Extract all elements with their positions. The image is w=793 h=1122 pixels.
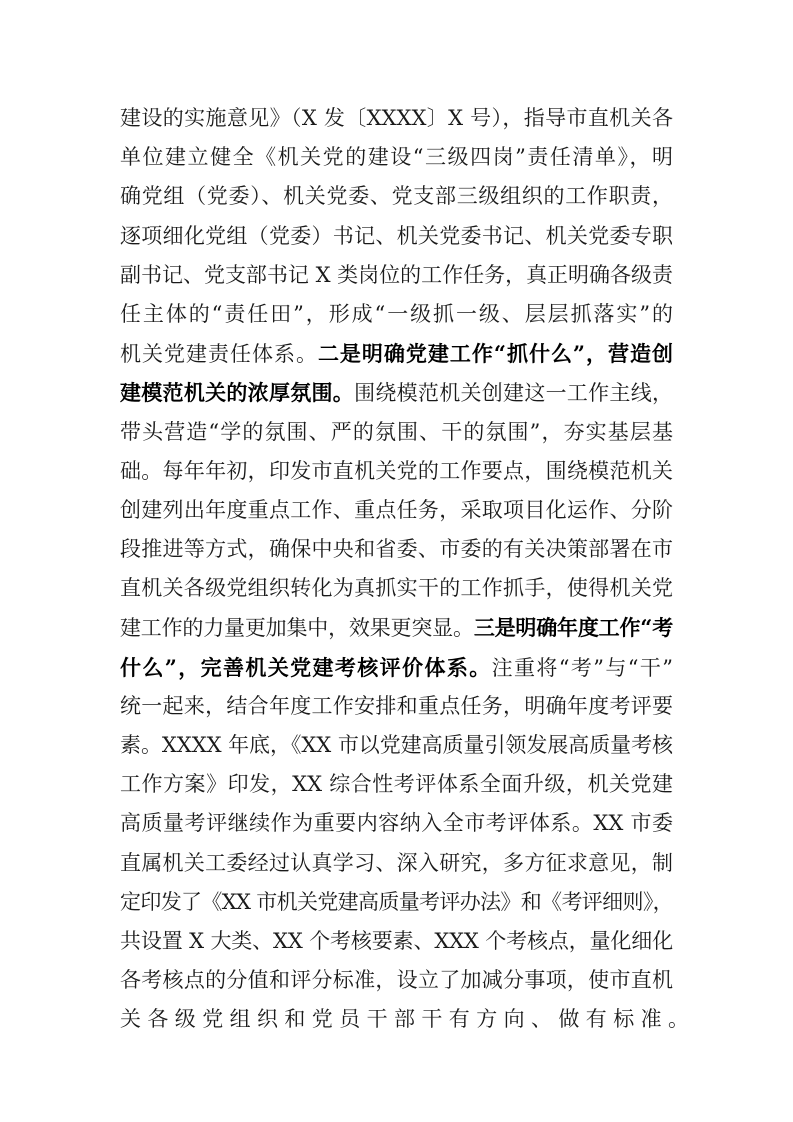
text-line [120, 99, 673, 138]
body-text-segment: 共设置 X 大类、XX 个考核要素、XXX 个考核点，量化细化 [120, 928, 673, 953]
bold-heading-text: 三是明确年度工作“考 [473, 615, 674, 641]
body-text-segment: 段推进等方式，确保中央和省委、市委的有关决策部署在市 [120, 537, 673, 562]
text-line [120, 961, 673, 1000]
text-line [120, 569, 673, 608]
body-text-segment: 础。每年年初，印发市直机关党的工作要点，围绕模范机关 [120, 458, 673, 483]
body-text-segment: 各考核点的分值和评分标准，设立了加减分事项，使市直机 [120, 968, 673, 993]
body-text-segment: 逐项细化党组（党委）书记、机关党委书记、机关党委专职 [120, 223, 673, 248]
body-text-segment: 单位建立健全《机关党的建设“三级四岗”责任清单》，明 [120, 145, 673, 170]
text-line [120, 334, 673, 373]
text-line [120, 883, 673, 922]
text-line [120, 922, 673, 961]
body-text-segment: 工作方案》印发，XX 综合性考评体系全面升级，机关党建 [120, 772, 673, 797]
text-line [120, 608, 673, 647]
body-text-segment: 任主体的“责任田”，形成“一级抓一级、层层抓落实”的 [120, 301, 673, 326]
body-text-segment: 直机关各级党组织转化为真抓实干的工作抓手，使得机关党 [120, 576, 673, 601]
text-line [120, 491, 673, 530]
text-line [120, 217, 673, 256]
text-line [120, 452, 673, 491]
text-line [120, 256, 673, 295]
text-line [120, 177, 673, 216]
body-text-segment: 建工作的力量更加集中，效果更突显。 [120, 616, 474, 641]
body-text-segment: 素。XXXX 年底，《XX 市以党建高质量引领发展高质量考核 [120, 733, 673, 757]
body-text-segment: 创建列出年度重点工作、重点任务，采取项目化运作、分阶 [120, 497, 673, 522]
body-paragraph [120, 99, 696, 1040]
text-line [120, 765, 673, 804]
text-line [120, 804, 673, 843]
body-text-segment: 机关党建责任体系。 [120, 342, 318, 367]
bold-heading-text: 什么”，完善机关党建考核评价体系。 [120, 654, 492, 680]
body-text-segment: 统一起来，结合年度工作安排和重点任务，明确年度考评要 [120, 693, 673, 718]
text-line [120, 687, 673, 726]
body-text-segment: 直属机关工委经过认真学习、深入研究，多方征求意见，制 [120, 850, 673, 875]
body-text-segment: 带头营造“学的氛围、严的氛围、干的氛围”，夯实基层基 [120, 419, 673, 444]
text-line [120, 844, 673, 883]
body-text-segment: 围绕模范机关创建这一工作主线， [354, 381, 673, 406]
body-text-segment: 副书记、党支部书记 X 类岗位的工作任务，真正明确各级责 [120, 262, 673, 287]
text-line [120, 530, 673, 569]
text-line [120, 1000, 696, 1039]
text-line [120, 413, 673, 452]
text-line [120, 373, 673, 412]
body-text-segment: 高质量考评继续作为重要内容纳入全市考评体系。XX 市委 [120, 811, 673, 836]
bold-heading-text: 建模范机关的浓厚氛围。 [120, 380, 355, 406]
bold-heading-text: 二是明确党建工作“抓什么”，营造创 [317, 341, 673, 367]
body-text-segment: 关各级党组织和党员干部干有方向、做有标准。 [120, 1007, 696, 1032]
text-line [120, 295, 673, 334]
body-text-segment: 建设的实施意见》（X 发〔XXXX〕X 号），指导市直机关各 [120, 106, 673, 130]
text-line [120, 648, 673, 687]
text-line [120, 726, 673, 765]
body-text-segment: 确党组（党委）、机关党委、党支部三级组织的工作职责， [120, 184, 673, 209]
text-line [120, 138, 673, 177]
body-text-segment: 定印发了《XX 市机关党建高质量考评办法》和《考评细则》， [120, 889, 673, 914]
body-text-segment: 注重将“考”与“干” [491, 655, 674, 680]
